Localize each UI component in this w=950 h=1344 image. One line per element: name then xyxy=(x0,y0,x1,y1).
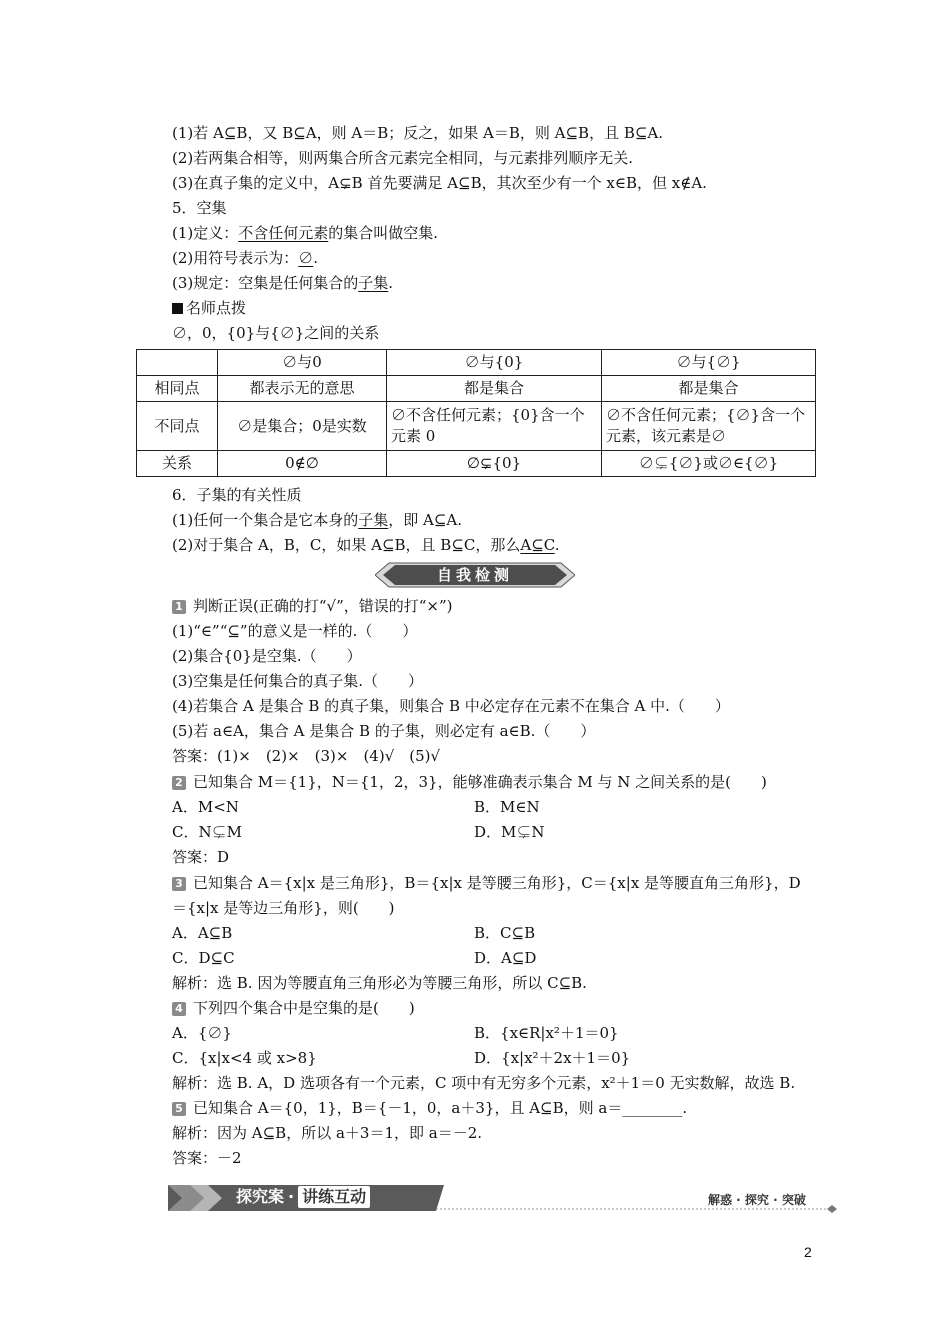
question-5-answer: 答案：－2 xyxy=(172,1149,242,1167)
table-header-cell: ∅与{0} xyxy=(387,350,602,376)
section-bar-title xyxy=(236,1186,370,1208)
section-6-heading: 6．子集的有关性质 xyxy=(172,486,302,504)
table-header-row xyxy=(137,350,816,376)
table-row xyxy=(137,376,816,402)
note-line-2: (2)若两集合相等，则两集合所含元素完全相同，与元素排列顺序无关. xyxy=(172,149,634,167)
table-cell: 都是集合 xyxy=(387,376,602,402)
option-d: D．M⊊N xyxy=(474,823,545,841)
question-3-options-row xyxy=(172,947,537,969)
question-2-answer: 答案：D xyxy=(172,848,230,866)
property-2-prefix: (2)对于集合 A，B，C，如果 A⊆B，且 B⊆C，那么 xyxy=(172,536,521,554)
question-1-item: (2)集合{0}是空集.（ ） xyxy=(172,647,362,665)
section-title-left: 探究案 xyxy=(236,1187,285,1206)
property-1-key: 子集 xyxy=(358,511,389,529)
section-title-dot: · xyxy=(288,1187,295,1206)
property-1-suffix: ，即 A⊆A. xyxy=(388,511,463,529)
banner-title: 自我检测 xyxy=(436,566,513,584)
question-1-stem xyxy=(172,595,453,617)
subset-property-1 xyxy=(172,509,462,531)
empty-set-rule xyxy=(172,272,393,294)
question-number-badge: 5 xyxy=(172,1102,186,1116)
section-5-heading: 5．空集 xyxy=(172,199,227,217)
question-4-stem xyxy=(172,997,415,1019)
question-4-options-row xyxy=(172,1022,619,1044)
table-cell: 关系 xyxy=(137,451,218,477)
option-a: A．{∅} xyxy=(172,1024,232,1042)
table-header-cell xyxy=(137,350,218,376)
question-number-badge: 3 xyxy=(172,877,186,891)
question-4-text: 下列四个集合中是空集的是( ) xyxy=(193,999,415,1017)
question-1-item: (3)空集是任何集合的真子集.（ ） xyxy=(172,672,424,690)
symbol-prefix: (2)用符号表示为： xyxy=(172,249,299,267)
option-a: A．M<N xyxy=(172,798,239,816)
question-1-item: (5)若 a∈A，集合 A 是集合 B 的子集，则必定有 a∈B.（ ） xyxy=(172,722,596,740)
table-cell: 都是集合 xyxy=(602,376,816,402)
question-1-answer: 答案：(1)× (2)× (3)× (4)√ (5)√ xyxy=(172,747,441,765)
rule-suffix: . xyxy=(388,274,394,292)
table-header-cell: ∅与0 xyxy=(218,350,387,376)
option-d: D．A⊆D xyxy=(474,949,537,967)
question-number-badge: 4 xyxy=(172,1002,186,1016)
question-2-text: 已知集合 M＝{1}，N＝{1，2，3}，能够准确表示集合 M 与 N 之间关系的是( ) xyxy=(193,773,767,791)
tip-label: 名师点拨 xyxy=(186,299,247,317)
question-5-text: 已知集合 A＝{0，1}，B＝{－1，0，a＋3}，且 A⊆B，则 a＝________. xyxy=(193,1099,688,1117)
section-title-right: 讲练互动 xyxy=(298,1186,370,1208)
question-4-analysis: 解析：选 B. A，D 选项各有一个元素，C 项中有无穷多个元素，x²＋1＝0 无实数解，故选 B. xyxy=(172,1074,796,1092)
tip-intro: ∅，0，{0}与{∅}之间的关系 xyxy=(172,324,380,342)
property-1-prefix: (1)任何一个集合是它本身的 xyxy=(172,511,359,529)
table-cell: 都表示无的意思 xyxy=(218,376,387,402)
question-4-options-row xyxy=(172,1047,631,1069)
question-5-stem xyxy=(172,1097,687,1119)
option-b: B．{x∈R|x²＋1＝0} xyxy=(474,1024,619,1042)
definition-suffix: 的集合叫做空集. xyxy=(328,224,439,242)
property-2-key: A⊆C xyxy=(520,536,555,554)
table-cell: 不同点 xyxy=(137,402,218,451)
empty-set-definition xyxy=(172,222,438,244)
rule-key: 子集 xyxy=(358,274,389,292)
question-3-text: 已知集合 A＝{x|x 是三角形}，B＝{x|x 是等腰三角形}，C＝{x|x 是等腰直角三角形}，D xyxy=(193,874,801,892)
question-1-item: (4)若集合 A 是集合 B 的真子集，则集合 B 中必定存在元素不在集合 A 中.（ ） xyxy=(172,697,730,715)
section-bar-tagline: 解惑 · 探究 · 突破 xyxy=(708,1193,806,1207)
question-1-text: 判断正误(正确的打“√”，错误的打“×”) xyxy=(193,597,453,615)
option-b: B．C⊆B xyxy=(474,924,536,942)
question-number-badge: 1 xyxy=(172,600,186,614)
symbol-suffix: . xyxy=(313,249,319,267)
table-cell: ∅⊊{0} xyxy=(387,451,602,477)
tip-heading xyxy=(172,297,246,319)
table-row xyxy=(137,451,816,477)
note-line-1: (1)若 A⊆B，又 B⊆A，则 A＝B；反之，如果 A＝B，则 A⊆B，且 B⊆A. xyxy=(172,124,664,142)
question-2-stem xyxy=(172,771,767,793)
question-number-badge: 2 xyxy=(172,776,186,790)
black-square-icon xyxy=(172,303,183,314)
question-3-analysis: 解析：选 B. 因为等腰直角三角形必为等腰三角形，所以 C⊆B. xyxy=(172,974,587,992)
question-3-stem-continued: ＝{x|x 是等边三角形}，则( ) xyxy=(172,899,395,917)
option-b: B．M∈N xyxy=(474,798,540,816)
table-row xyxy=(137,402,816,451)
option-a: A．A⊆B xyxy=(172,924,233,942)
empty-set-symbol xyxy=(172,247,318,269)
question-1-item: (1)“∈”“⊆”的意义是一样的.（ ） xyxy=(172,622,418,640)
table-cell: ∅⊊{∅}或∅∈{∅} xyxy=(602,451,816,477)
table-cell: ∅是集合；0是实数 xyxy=(218,402,387,451)
option-d: D．{x|x²＋2x＋1＝0} xyxy=(474,1049,631,1067)
page-number: 2 xyxy=(804,1244,812,1260)
table-cell: ∅不含任何元素；{0}含一个元素 0 xyxy=(387,402,602,451)
rule-prefix: (3)规定：空集是任何集合的 xyxy=(172,274,359,292)
option-c: C．D⊆C xyxy=(172,949,235,967)
symbol-key: ∅ xyxy=(298,249,314,267)
table-cell: ∅不含任何元素；{∅}含一个元素，该元素是∅ xyxy=(602,402,816,451)
table-header-cell: ∅与{∅} xyxy=(602,350,816,376)
self-check-banner xyxy=(375,562,575,588)
subset-property-2 xyxy=(172,534,560,556)
note-line-3: (3)在真子集的定义中，A⊊B 首先要满足 A⊆B，其次至少有一个 x∈B，但 x∉A. xyxy=(172,174,707,192)
question-3-stem xyxy=(172,872,801,894)
definition-key-phrase: 不含任何元素 xyxy=(238,224,329,242)
question-5-analysis: 解析：因为 A⊆B，所以 a＋3＝1，即 a＝－2. xyxy=(172,1124,483,1142)
question-3-options-row xyxy=(172,922,536,944)
definition-prefix: (1)定义： xyxy=(172,224,239,242)
question-2-options-row xyxy=(172,796,540,818)
option-c: C．N⊊M xyxy=(172,823,242,841)
table-cell: 相同点 xyxy=(137,376,218,402)
comparison-table xyxy=(136,349,816,477)
property-2-suffix: . xyxy=(554,536,560,554)
question-2-options-row xyxy=(172,821,545,843)
table-cell: 0∉∅ xyxy=(218,451,387,477)
option-c: C．{x|x<4 或 x>8} xyxy=(172,1049,317,1067)
